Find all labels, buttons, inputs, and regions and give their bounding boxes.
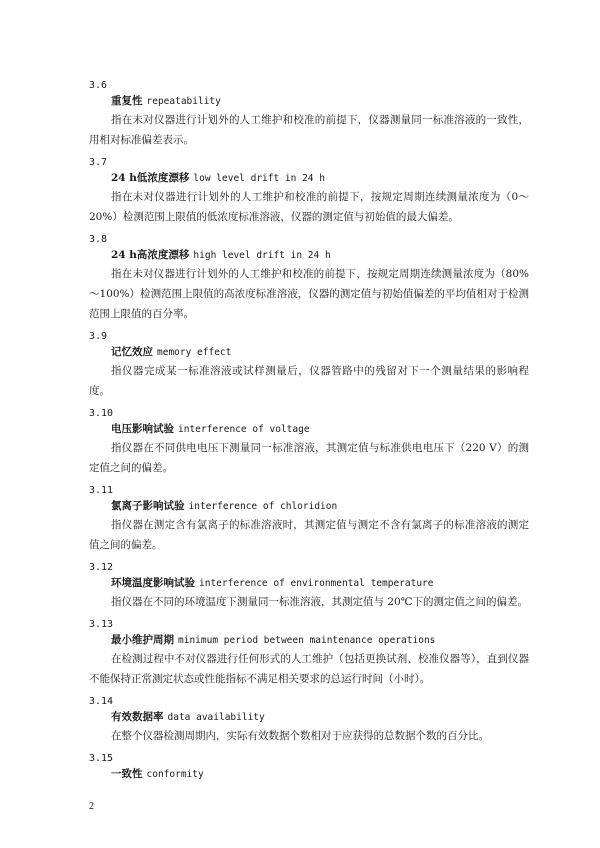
term-title — [89, 247, 529, 263]
term-zh: 电压影响试验 — [111, 423, 174, 435]
term-3-10 — [89, 407, 529, 478]
term-title — [89, 344, 529, 360]
term-3-6 — [89, 79, 529, 150]
term-definition: 指在未对仪器进行计划外的人工维护和校准的前提下，按规定周期连续测量浓度为（0～20%）检测范围上限值的低浓度标准溶液，仪器的测定值与初始值的最大偏差。 — [89, 191, 529, 223]
term-definition: 在整个仪器检测周期内，实际有效数据个数相对于应获得的总数据个数的百分比。 — [111, 730, 489, 742]
term-definition: 指仪器在不同供电电压下测量同一标准溶液，其测定值与标准供电电压下（220 V）的测定值之间的偏差。 — [89, 442, 529, 474]
term-number: 3.14 — [89, 696, 114, 707]
term-zh: 环境温度影响试验 — [111, 577, 195, 589]
term-definition: 指仪器在不同的环境温度下测量同一标准溶液，其测定值与 20℃下的测定值之间的偏差。 — [111, 596, 528, 608]
term-definition: 在检测过程中不对仪器进行任何形式的人工维护（包括更换试剂、校准仪器等），直到仪器不能保持正常测定状态或性能指标不满足相关要求的总运行时间（小时）。 — [89, 653, 529, 685]
term-title — [89, 575, 529, 591]
term-title — [89, 766, 529, 782]
term-3-9 — [89, 330, 529, 401]
term-number: 3.13 — [89, 619, 114, 630]
page-number: 2 — [89, 801, 94, 812]
term-title — [89, 709, 529, 725]
term-en: interference of environmental temperature — [199, 578, 434, 589]
term-definition: 指仪器完成某一标准溶液或试样测量后，仪器管路中的残留对下一个测量结果的影响程度。 — [89, 365, 529, 397]
term-en: minimum period between maintenance operations — [178, 635, 436, 646]
term-title — [89, 421, 529, 437]
term-en: data availability — [167, 712, 265, 723]
term-3-14 — [89, 695, 529, 746]
term-definition: 指在未对仪器进行计划外的人工维护和校准的前提下，按规定周期连续测量浓度为（80%～100%）检测范围上限值的高浓度标准溶液，仪器的测定值与初始值偏差的平均值相对于检测范围上限值的百分率。 — [89, 268, 529, 320]
term-3-8 — [89, 233, 529, 324]
term-3-7 — [89, 156, 529, 227]
term-en: memory effect — [157, 347, 232, 358]
term-number: 3.15 — [89, 753, 114, 764]
term-title — [89, 170, 529, 186]
term-title — [89, 498, 529, 514]
term-en: interference of voltage — [178, 424, 310, 435]
term-3-12 — [89, 561, 529, 612]
term-en: repeatability — [146, 96, 221, 107]
term-definition: 指仪器在测定含有氯离子的标准溶液时，其测定值与测定不含有氯离子的标准溶液的测定值之间的偏差。 — [89, 519, 529, 551]
term-zh: 24 h高浓度漂移 — [111, 249, 190, 261]
term-en: high level drift in 24 h — [193, 250, 331, 261]
term-3-11 — [89, 484, 529, 555]
term-number: 3.9 — [89, 331, 108, 342]
term-number: 3.11 — [89, 485, 114, 496]
term-3-15 — [89, 752, 529, 782]
term-definition: 指在未对仪器进行计划外的人工维护和校准的前提下，仪器测量同一标准溶液的一致性，用相对标准偏差表示。 — [89, 114, 529, 146]
term-number: 3.8 — [89, 234, 108, 245]
terms-list — [89, 79, 529, 782]
term-title — [89, 632, 529, 648]
term-en: conformity — [146, 769, 204, 780]
term-zh: 一致性 — [111, 768, 143, 780]
term-zh: 记忆效应 — [111, 346, 153, 358]
term-number: 3.12 — [89, 562, 114, 573]
term-zh: 最小维护周期 — [111, 634, 174, 646]
term-zh: 氯离子影响试验 — [111, 500, 185, 512]
term-number: 3.7 — [89, 157, 108, 168]
term-en: low level drift in 24 h — [193, 173, 325, 184]
term-en: interference of chloridion — [188, 501, 338, 512]
term-zh: 有效数据率 — [111, 711, 164, 723]
term-number: 3.10 — [89, 408, 114, 419]
term-number: 3.6 — [89, 80, 108, 91]
term-3-13 — [89, 618, 529, 689]
term-zh: 重复性 — [111, 95, 143, 107]
term-title — [89, 93, 529, 109]
term-zh: 24 h低浓度漂移 — [111, 172, 190, 184]
